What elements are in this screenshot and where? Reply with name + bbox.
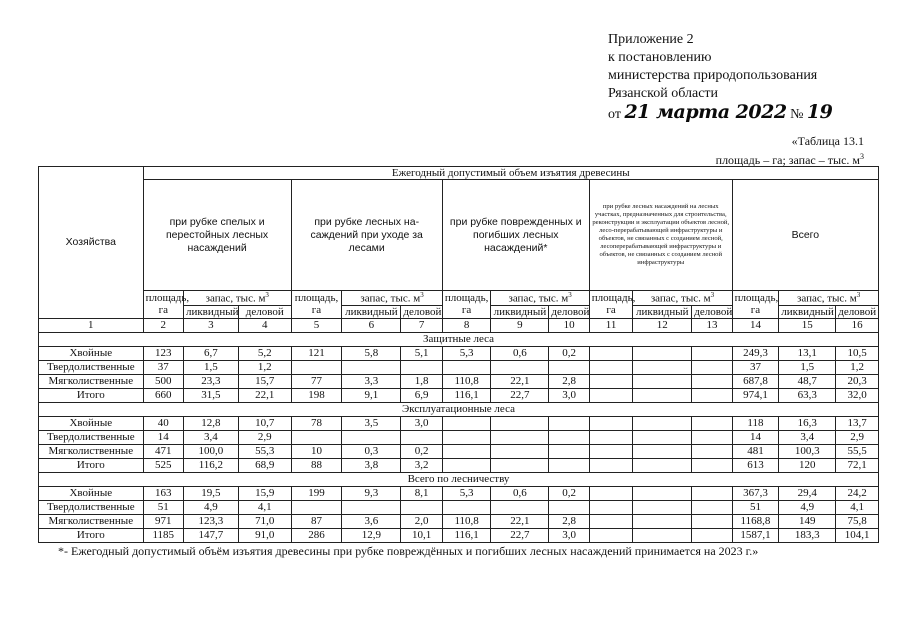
table-cell: 4,9 (779, 500, 836, 514)
column-number: 14 (732, 318, 779, 332)
table-cell: 3,8 (342, 458, 401, 472)
row-name: Мягколиственные (39, 374, 144, 388)
area-header-1: площадь, га (143, 291, 183, 319)
appendix-title: Приложение 2 (608, 32, 694, 47)
table-cell: 3,5 (342, 416, 401, 430)
table-cell (633, 416, 692, 430)
table-cell: 55,5 (836, 444, 879, 458)
table-cell: 2,0 (401, 514, 442, 528)
table-cell (589, 374, 632, 388)
table-cell: 14 (732, 430, 779, 444)
table-cell: 40 (143, 416, 183, 430)
column-number: 3 (183, 318, 238, 332)
table-cell (589, 444, 632, 458)
table-cell: 4,1 (836, 500, 879, 514)
order-number-label: № (790, 107, 804, 122)
table-cell: 29,4 (779, 486, 836, 500)
table-cell: 163 (143, 486, 183, 500)
table-cell: 3,3 (342, 374, 401, 388)
table-cell (442, 500, 491, 514)
table-cell: 1,2 (238, 360, 291, 374)
table-cell: 110,8 (442, 514, 491, 528)
column-number: 13 (692, 318, 732, 332)
row-name: Мягколиственные (39, 514, 144, 528)
table-cell: 4,1 (238, 500, 291, 514)
table-cell (549, 360, 589, 374)
table-cell (692, 486, 732, 500)
section-title: Защитные леса (39, 332, 879, 346)
section-row (39, 402, 879, 416)
table-cell (401, 430, 442, 444)
table-cell: 91,0 (238, 528, 291, 542)
table-cell: 4,9 (183, 500, 238, 514)
group-header-damaged-felling: при рубке поврежденных и погибших лесных насаждений* (442, 180, 589, 291)
table-cell: 100,0 (183, 444, 238, 458)
table-cell (633, 346, 692, 360)
table-cell: 32,0 (836, 388, 879, 402)
table-cell: 3,2 (401, 458, 442, 472)
table-cell: 121 (291, 346, 342, 360)
table-cell (549, 500, 589, 514)
table-cell: 0,3 (342, 444, 401, 458)
footnote: *- Ежегодный допустимый объём изъятия древесины при рубке повреждённых и погибших лесных насаждений принимается на 2023 г.» (58, 544, 759, 558)
table-cell (692, 430, 732, 444)
table-caption (716, 134, 864, 168)
table-cell: 9,3 (342, 486, 401, 500)
stock-header-4: запас, тыс. $м^3$ (633, 291, 732, 306)
table-cell: 1168,8 (732, 514, 779, 528)
table-body (39, 332, 879, 542)
table-cell: 22,1 (491, 514, 549, 528)
table-cell: 0,2 (549, 486, 589, 500)
business-header-2: деловой (401, 305, 442, 318)
table-cell: 13,7 (836, 416, 879, 430)
column-number: 4 (238, 318, 291, 332)
section-row (39, 332, 879, 346)
row-name: Хвойные (39, 416, 144, 430)
area-header-5: площадь, га (732, 291, 779, 319)
table-row (39, 374, 879, 388)
table-cell (442, 360, 491, 374)
table-cell: 687,8 (732, 374, 779, 388)
column-number: 10 (549, 318, 589, 332)
table-cell (633, 444, 692, 458)
table-cell (491, 430, 549, 444)
section-row (39, 472, 879, 486)
table-cell: 367,3 (732, 486, 779, 500)
table-row (39, 346, 879, 360)
group-header-mature-felling: при рубке спелых и перестойных лесных насаждений (143, 180, 291, 291)
table-cell: 3,0 (549, 388, 589, 402)
table-cell: 5,3 (442, 346, 491, 360)
table-cell: 3,6 (342, 514, 401, 528)
table-cell: 51 (143, 500, 183, 514)
table-row (39, 388, 879, 402)
business-header-4: деловой (692, 305, 732, 318)
row-name: Хвойные (39, 486, 144, 500)
group-header-construction-felling: при рубке лесных насаждений на лесных участках, предназначенных для строительства, реконструкции и эксплуатации объектов лесной, лесо-перерабатывающей инфраструктуры и объектов, не связанных с созданием лесной, лесоперерабатывающей инфраструктуры и объектов, не связанных с созданием лесной инфраструктуры (589, 180, 732, 291)
table-cell: 75,8 (836, 514, 879, 528)
table-cell: 71,0 (238, 514, 291, 528)
table-title: «Таблица 13.1 (791, 134, 864, 148)
column-number: 2 (143, 318, 183, 332)
group-header-total: Всего (732, 180, 878, 291)
table-cell (491, 416, 549, 430)
table-cell (589, 360, 632, 374)
table-cell: 183,3 (779, 528, 836, 542)
table-cell (549, 444, 589, 458)
table-row (39, 514, 879, 528)
table-cell: 68,9 (238, 458, 291, 472)
table-cell: 118 (732, 416, 779, 430)
table-cell (442, 444, 491, 458)
table-cell (589, 500, 632, 514)
table-cell: 88 (291, 458, 342, 472)
table-cell: 12,9 (342, 528, 401, 542)
table-cell (442, 430, 491, 444)
table-cell: 77 (291, 374, 342, 388)
stock-header-1: запас, тыс. $м^3$ (183, 291, 291, 306)
table-cell (633, 388, 692, 402)
column-number: 7 (401, 318, 442, 332)
table-cell (549, 458, 589, 472)
table-cell: 9,1 (342, 388, 401, 402)
liquid-header-5: ликвидный (779, 305, 836, 318)
table-cell: 120 (779, 458, 836, 472)
table-cell: 149 (779, 514, 836, 528)
table-cell: 147,7 (183, 528, 238, 542)
table-row (39, 528, 879, 542)
table-cell: 72,1 (836, 458, 879, 472)
table-cell: 199 (291, 486, 342, 500)
area-header-2: площадь, га (291, 291, 342, 319)
table-cell: 5,3 (442, 486, 491, 500)
table-cell: 286 (291, 528, 342, 542)
liquid-header-3: ликвидный (491, 305, 549, 318)
table-cell (342, 430, 401, 444)
table-row (39, 444, 879, 458)
section-title: Эксплуатационные леса (39, 402, 879, 416)
row-name: Итого (39, 458, 144, 472)
area-header-4: площадь, га (589, 291, 632, 319)
ministry-name: министерства природопользования (608, 68, 818, 83)
order-number-handwritten: 19 (806, 101, 833, 123)
table-cell: 1185 (143, 528, 183, 542)
order-prefix: от (608, 107, 621, 122)
business-header-3: деловой (549, 305, 589, 318)
group-header-care-felling: при рубке лесных на-саждений при уходе за лесами (291, 180, 442, 291)
column-number: 15 (779, 318, 836, 332)
table-cell (692, 458, 732, 472)
table-cell (633, 486, 692, 500)
column-number: 9 (491, 318, 549, 332)
column-number: 11 (589, 318, 632, 332)
table-cell: 5,2 (238, 346, 291, 360)
table-cell: 51 (732, 500, 779, 514)
liquid-header-1: ликвидный (183, 305, 238, 318)
order-line (608, 103, 898, 124)
table-cell: 2,8 (549, 514, 589, 528)
table-cell: 481 (732, 444, 779, 458)
timber-harvest-table (38, 166, 879, 543)
table-cell: 1,2 (836, 360, 879, 374)
table-cell: 116,1 (442, 388, 491, 402)
table-cell: 31,5 (183, 388, 238, 402)
table-row (39, 360, 879, 374)
table-row (39, 416, 879, 430)
table-cell (589, 346, 632, 360)
table-cell: 613 (732, 458, 779, 472)
stock-header-3: запас, тыс. $м^3$ (491, 291, 589, 306)
table-row (39, 458, 879, 472)
table-cell (342, 360, 401, 374)
table-cell: 2,9 (238, 430, 291, 444)
column-number: 6 (342, 318, 401, 332)
table-cell: 116,1 (442, 528, 491, 542)
table-cell: 23,3 (183, 374, 238, 388)
row-name: Итого (39, 388, 144, 402)
table-cell: 37 (732, 360, 779, 374)
row-name: Итого (39, 528, 144, 542)
table-cell: 971 (143, 514, 183, 528)
table-cell: 3,0 (401, 416, 442, 430)
table-cell: 2,8 (549, 374, 589, 388)
table-cell: 78 (291, 416, 342, 430)
row-name: Мягколиственные (39, 444, 144, 458)
table-cell (589, 514, 632, 528)
table-cell: 15,7 (238, 374, 291, 388)
table-cell (589, 458, 632, 472)
table-cell (291, 430, 342, 444)
table-cell: 10 (291, 444, 342, 458)
table-cell (491, 500, 549, 514)
row-name: Твердолиственные (39, 500, 144, 514)
table-cell (692, 444, 732, 458)
table-cell: 198 (291, 388, 342, 402)
stock-header-5: запас, тыс. $м^3$ (779, 291, 879, 306)
table-cell: 3,0 (549, 528, 589, 542)
table-cell (692, 346, 732, 360)
table-cell: 123,3 (183, 514, 238, 528)
table-cell: 5,1 (401, 346, 442, 360)
table-cell (589, 388, 632, 402)
table-cell: 100,3 (779, 444, 836, 458)
table-row (39, 430, 879, 444)
order-date-handwritten: 21 марта 2022 (624, 101, 787, 123)
table-row (39, 500, 879, 514)
table-cell: 15,9 (238, 486, 291, 500)
table-cell: 20,3 (836, 374, 879, 388)
table-cell: 3,4 (183, 430, 238, 444)
table-cell: 13,1 (779, 346, 836, 360)
table-cell: 471 (143, 444, 183, 458)
table-cell: 1,5 (779, 360, 836, 374)
table-cell: 10,5 (836, 346, 879, 360)
table-cell (692, 416, 732, 430)
table-cell: 14 (143, 430, 183, 444)
table-row (39, 486, 879, 500)
table-cell: 0,2 (549, 346, 589, 360)
document-header (608, 31, 898, 124)
table-cell (291, 360, 342, 374)
column-number: 1 (39, 318, 144, 332)
table-cell (442, 416, 491, 430)
table-cell (589, 430, 632, 444)
table-cell: 660 (143, 388, 183, 402)
table-cell: 19,5 (183, 486, 238, 500)
table-cell (633, 374, 692, 388)
liquid-header-4: ликвидный (633, 305, 692, 318)
table-cell (491, 360, 549, 374)
table-cell: 1,5 (183, 360, 238, 374)
liquid-header-2: ликвидный (342, 305, 401, 318)
table-cell (633, 500, 692, 514)
table-cell (692, 500, 732, 514)
table-cell (692, 388, 732, 402)
stock-header-2: запас, тыс. $м^3$ (342, 291, 442, 306)
section-title: Всего по лесничеству (39, 472, 879, 486)
table-cell (633, 528, 692, 542)
table-cell: 10,7 (238, 416, 291, 430)
table-cell: 1,8 (401, 374, 442, 388)
column-number: 8 (442, 318, 491, 332)
units-text: площадь – га; запас – тыс. м (715, 153, 860, 167)
table-cell: 5,8 (342, 346, 401, 360)
units-sup: 3 (860, 152, 864, 161)
table-cell: 0,6 (491, 486, 549, 500)
table-cell: 6,9 (401, 388, 442, 402)
table-cell: 87 (291, 514, 342, 528)
table-cell: 48,7 (779, 374, 836, 388)
table-cell: 10,1 (401, 528, 442, 542)
table-cell: 6,7 (183, 346, 238, 360)
appendix-subtitle: к постановлению (608, 50, 712, 65)
row-name: Твердолиственные (39, 430, 144, 444)
column-number: 12 (633, 318, 692, 332)
table-cell: 2,9 (836, 430, 879, 444)
table-cell (589, 528, 632, 542)
table-cell: 249,3 (732, 346, 779, 360)
table-cell: 3,4 (779, 430, 836, 444)
col-header-farm: Хозяйства (39, 167, 144, 319)
table-cell: 22,1 (238, 388, 291, 402)
table-cell (491, 458, 549, 472)
table-cell (633, 514, 692, 528)
table-cell (291, 500, 342, 514)
table-cell (401, 360, 442, 374)
table-cell (692, 528, 732, 542)
table-cell: 24,2 (836, 486, 879, 500)
table-cell (633, 360, 692, 374)
table-cell (549, 430, 589, 444)
table-cell: 55,3 (238, 444, 291, 458)
table-cell (401, 500, 442, 514)
table-cell: 22,7 (491, 528, 549, 542)
table-cell: 500 (143, 374, 183, 388)
table-cell: 525 (143, 458, 183, 472)
table-cell: 16,3 (779, 416, 836, 430)
table-cell: 1587,1 (732, 528, 779, 542)
table-cell: 110,8 (442, 374, 491, 388)
table-cell (692, 374, 732, 388)
table-cell (633, 458, 692, 472)
area-header-3: площадь, га (442, 291, 491, 319)
table-cell: 8,1 (401, 486, 442, 500)
table-cell: 22,1 (491, 374, 549, 388)
table-cell (491, 444, 549, 458)
table-cell: 974,1 (732, 388, 779, 402)
table-cell: 22,7 (491, 388, 549, 402)
table-cell (549, 416, 589, 430)
column-numbers-row (39, 318, 879, 332)
business-header-5: деловой (836, 305, 879, 318)
table-cell: 12,8 (183, 416, 238, 430)
table-cell (589, 416, 632, 430)
table-cell (692, 360, 732, 374)
column-number: 5 (291, 318, 342, 332)
row-name: Хвойные (39, 346, 144, 360)
table-cell (342, 500, 401, 514)
table-cell (633, 430, 692, 444)
group-title-header: Ежегодный допустимый объем изъятия древесины (143, 167, 878, 180)
column-number: 16 (836, 318, 879, 332)
region-name: Рязанской области (608, 86, 719, 101)
table-cell: 123 (143, 346, 183, 360)
table-cell (692, 514, 732, 528)
table-cell (589, 486, 632, 500)
row-name: Твердолиственные (39, 360, 144, 374)
table-cell: 104,1 (836, 528, 879, 542)
table-cell: 63,3 (779, 388, 836, 402)
table-cell: 116,2 (183, 458, 238, 472)
table-cell: 0,6 (491, 346, 549, 360)
business-header-1: деловой (238, 305, 291, 318)
table-cell: 37 (143, 360, 183, 374)
table-cell (442, 458, 491, 472)
table-cell: 0,2 (401, 444, 442, 458)
